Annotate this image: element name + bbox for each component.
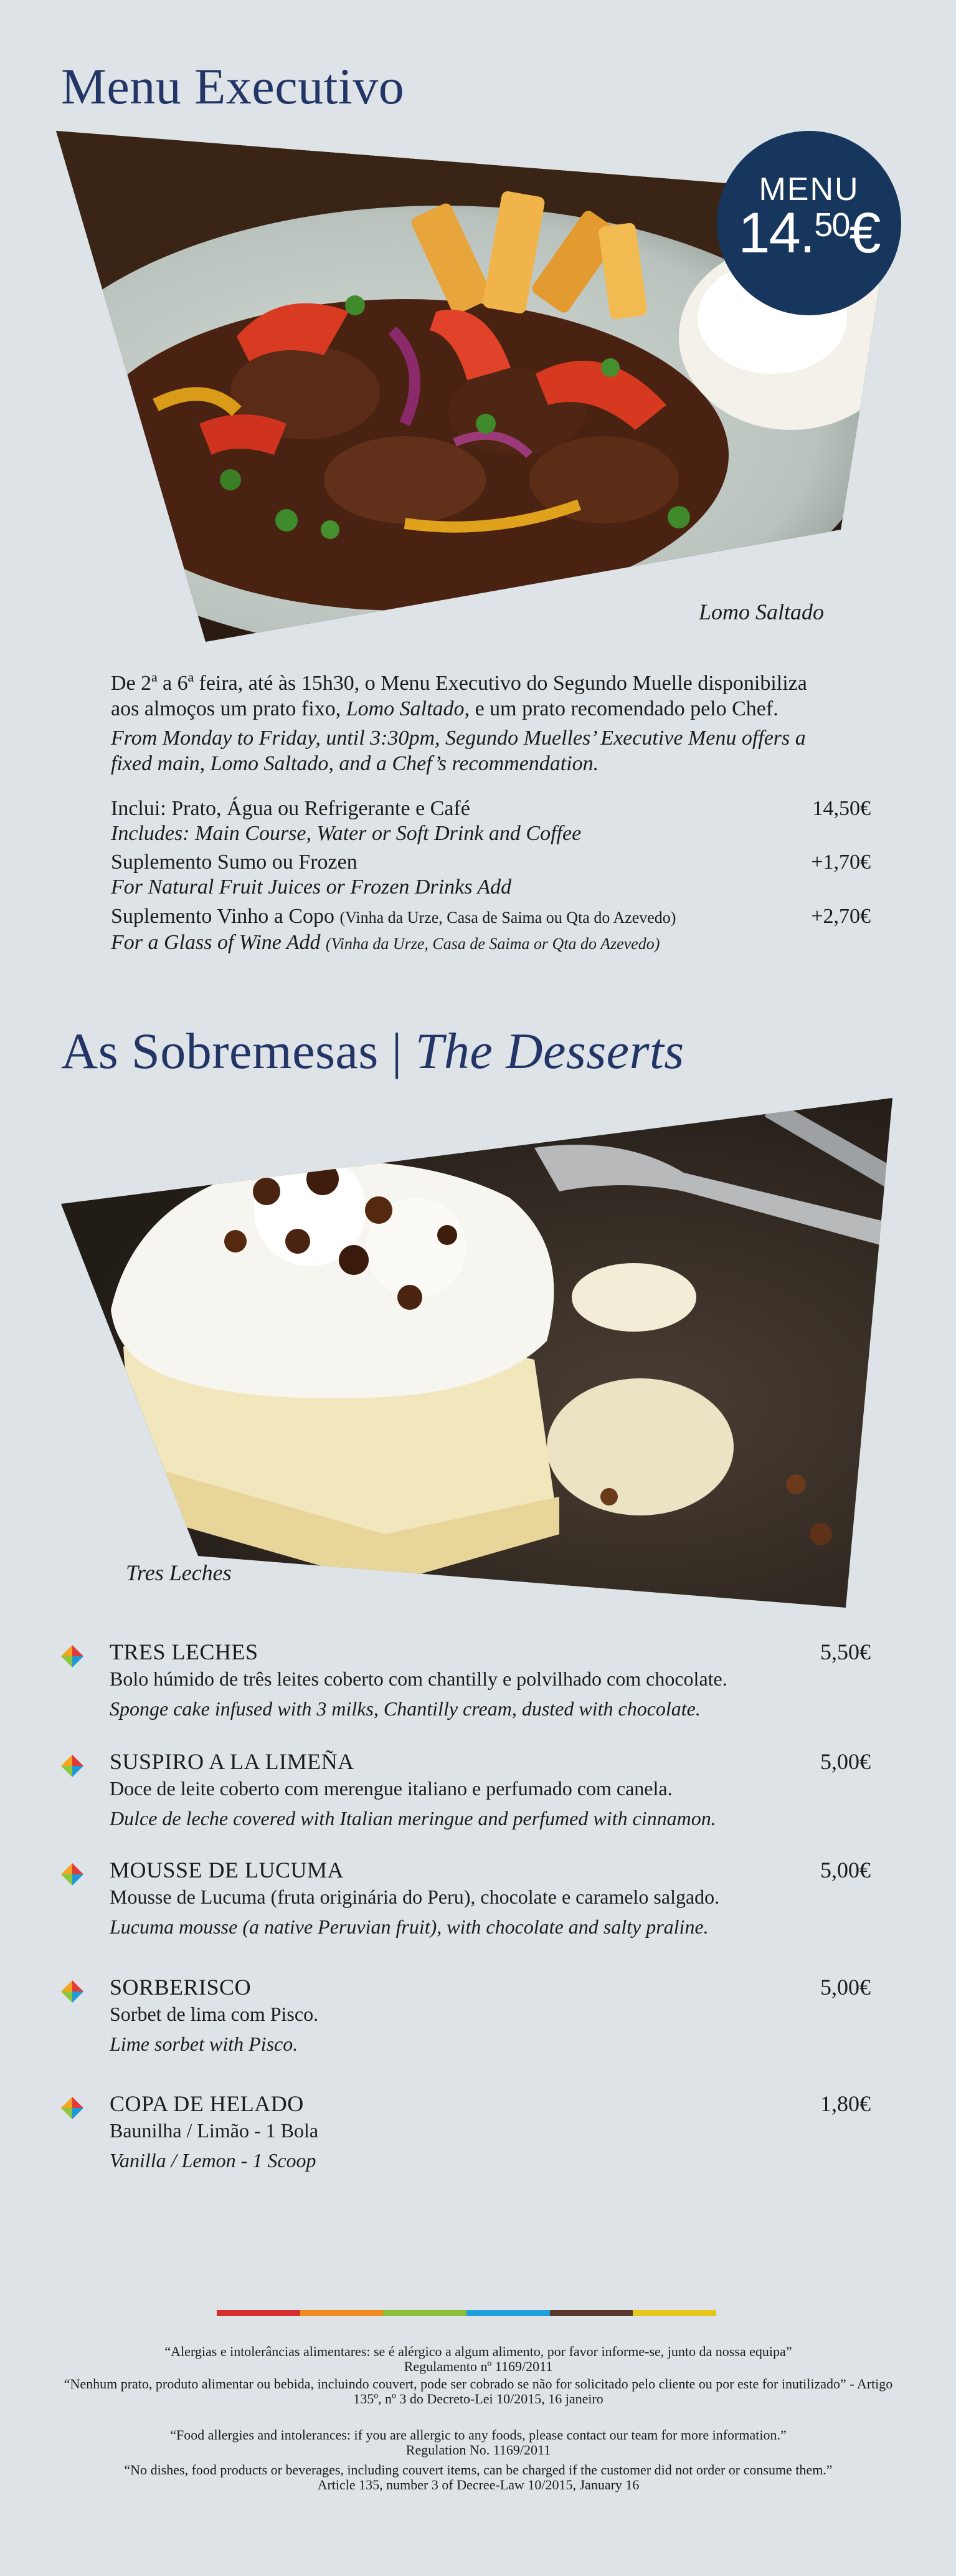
color-strip-segment — [633, 2310, 716, 2316]
desserts-title: As Sobremesas | The Desserts — [61, 1023, 684, 1079]
menu-line-includes: Inclui: Prato, Água ou Refrigerante e Café Includes: Main Course, Water or Soft Drink and Coffee 14,50€ — [111, 797, 871, 845]
price: 14,50€ — [812, 797, 871, 820]
color-strip-segment — [300, 2310, 384, 2316]
multicolor-diamond-icon — [61, 1980, 83, 2003]
dessert-item — [61, 2091, 871, 2178]
menu-price-badge — [717, 131, 901, 315]
dessert-item — [61, 1639, 871, 1726]
dessert-description-en: Dulce de leche covered with Italian meringue and perfumed with cinnamon. — [110, 1807, 716, 1829]
dessert-price: 5,00€ — [820, 1749, 871, 1774]
price: +1,70€ — [811, 851, 871, 874]
menu-title: Menu Executivo — [61, 58, 405, 115]
dessert-description-en: Sponge cake infused with 3 milks, Chantilly cream, dusted with chocolate. — [110, 1697, 701, 1720]
multicolor-diamond-icon — [61, 1755, 83, 1777]
dessert-description-pt: Baunilha / Limão - 1 Bola — [110, 2119, 319, 2142]
dessert-description-pt: Sorbet de lima com Pisco. — [110, 2003, 319, 2025]
multicolor-diamond-icon — [61, 2097, 83, 2119]
menu-line-juice: Suplemento Sumo ou Frozen For Natural Fruit Juices or Frozen Drinks Add +1,70€ — [111, 851, 871, 899]
dessert-price: 1,80€ — [820, 2091, 871, 2116]
tres-leches-caption: Tres Leches — [126, 1560, 232, 1585]
multicolor-diamond-icon — [61, 1645, 83, 1667]
dessert-description-en: Lucuma mousse (a native Peruvian fruit), with chocolate and salty praline. — [110, 1915, 709, 1938]
dessert-name: SUSPIRO A LA LIMEÑA — [110, 1749, 354, 1774]
dessert-description-pt: Doce de leite coberto com merengue italiano e perfumado com canela. — [110, 1777, 673, 1800]
dessert-description-pt: Mousse de Lucuma (fruta originária do Peru), chocolate e caramelo salgado. — [110, 1886, 720, 1908]
menu-line-wine: Suplemento Vinho a Copo (Vinha da Urze, Casa de Saima ou Qta do Azevedo) For a Glass of Wine Add (Vinha da Urze, Casa de Saima or Qta do Azevedo) +2,70€ — [111, 905, 871, 954]
allergy-notes-pt: “Alergias e intolerâncias alimentares: se é alérgico a algum alimento, por favor informe-se, junto da nossa equipa” Regulamento nº 1169/2011 “Nenhum prato, produto alimentar ou bebida, incluindo couvert, pode ser cobrado se não for solicitado pelo cliente ou por este for inutilizado” - Artigo 135º, nº 3 do Decreto-Lei 10/2015, 16 janeiro — [64, 2344, 893, 2407]
color-strip-segment — [550, 2310, 633, 2316]
lomo-saltado-caption: Lomo Saltado — [699, 599, 825, 624]
dessert-price: 5,00€ — [820, 1858, 871, 1882]
tres-leches-photo — [61, 1098, 892, 1608]
dessert-price: 5,00€ — [820, 1975, 871, 2000]
dessert-price: 5,50€ — [820, 1639, 871, 1664]
dessert-description-en: Lime sorbet with Pisco. — [110, 2033, 298, 2055]
intro-en: From Monday to Friday, until 3:30pm, Segundo Muelles’ Executive Menu offers a fixed main, Lomo Saltado, and a Chef’s recommendation. — [111, 727, 806, 775]
dessert-description-en: Vanilla / Lemon - 1 Scoop — [110, 2149, 316, 2172]
dessert-item — [61, 1857, 871, 1944]
dessert-name: COPA DE HELADO — [110, 2091, 304, 2116]
allergy-notes-en: “Food allergies and intolerances: if you are allergic to any foods, please contact our team for more information.” Regulation No. 1169/2011 “No dishes, food products or beverages, including couvert items, can be charged if the customer did not order or consume them.” Article 135, number 3 of Decree-Law 10/2015, January 16 — [124, 2427, 833, 2493]
dessert-item — [61, 1748, 871, 1836]
dessert-description-pt: Bolo húmido de três leites coberto com chantilly e polvilhado com chocolate. — [110, 1667, 727, 1690]
price: +2,70€ — [811, 905, 871, 928]
badge-label: MENU — [759, 171, 859, 208]
multicolor-diamond-icon — [61, 1863, 83, 1886]
color-strip — [217, 2310, 716, 2316]
color-strip-segment — [466, 2310, 550, 2316]
dessert-name: MOUSSE DE LUCUMA — [110, 1858, 344, 1882]
dessert-item — [61, 1974, 871, 2061]
color-strip-segment — [383, 2310, 466, 2316]
intro-pt: De 2ª a 6ª feira, até às 15h30, o Menu Executivo do Segundo Muelle disponibiliza aos almoços um prato fixo, Lomo Saltado, e um prato recomendado pelo Chef. — [111, 672, 807, 720]
color-strip-segment — [217, 2310, 300, 2316]
dessert-name: SORBERISCO — [110, 1975, 252, 2000]
dessert-name: TRES LECHES — [110, 1639, 258, 1664]
badge-price: 14.50€ — [738, 201, 880, 265]
